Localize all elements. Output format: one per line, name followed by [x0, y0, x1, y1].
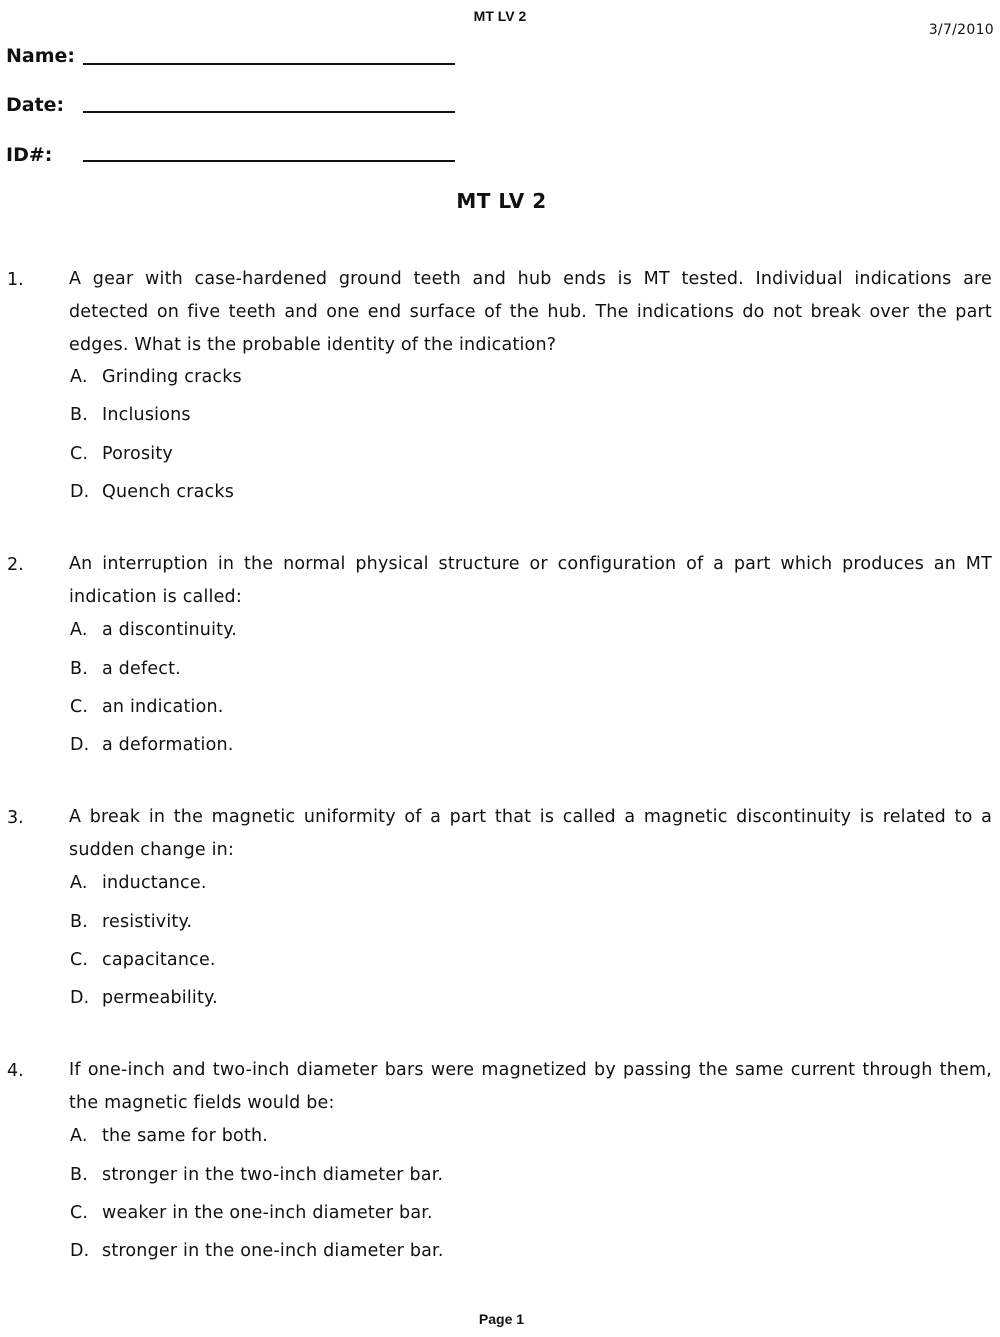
- option-letter: C.: [70, 950, 89, 970]
- name-field[interactable]: [83, 63, 455, 65]
- option-c[interactable]: [70, 950, 216, 970]
- option-d[interactable]: [70, 1241, 444, 1261]
- question-stem: A gear with case-hardened ground teeth and hub ends is MT tested. Individual indications are detected on five teeth and one end surface of the hub. The indications do not break over the part edges. What is the probable identity of the indication?: [69, 269, 992, 355]
- option-text: an indication.: [102, 697, 224, 717]
- option-text: a discontinuity.: [102, 620, 238, 640]
- option-letter: B.: [70, 659, 88, 679]
- option-text: stronger in the one-inch diameter bar.: [102, 1241, 444, 1261]
- option-letter: C.: [70, 697, 89, 717]
- option-letter: B.: [70, 912, 88, 932]
- option-d[interactable]: [70, 988, 218, 1008]
- header-date: 3/7/2010: [928, 22, 994, 38]
- option-letter: C.: [70, 444, 89, 464]
- option-text: a defect.: [102, 659, 181, 679]
- option-d[interactable]: [70, 482, 234, 502]
- option-text: Inclusions: [102, 405, 191, 425]
- option-letter: B.: [70, 1165, 88, 1185]
- option-letter: A.: [70, 367, 88, 387]
- question-number: 2.: [7, 555, 24, 575]
- option-text: capacitance.: [102, 950, 216, 970]
- option-letter: A.: [70, 1126, 88, 1146]
- date-label: Date:: [6, 94, 65, 116]
- option-letter: A.: [70, 873, 88, 893]
- question-number: 4.: [7, 1061, 24, 1081]
- option-letter: D.: [70, 988, 90, 1008]
- id-label: ID#:: [6, 144, 53, 166]
- question-stem: A break in the magnetic uniformity of a part that is called a magnetic discontinuity is related to a sudden change in:: [69, 807, 992, 860]
- option-a[interactable]: [70, 1126, 268, 1146]
- question-number: 3.: [7, 808, 24, 828]
- option-text: Porosity: [102, 444, 173, 464]
- option-text: weaker in the one-inch diameter bar.: [102, 1203, 433, 1223]
- option-text: permeability.: [102, 988, 218, 1008]
- header-title: MT LV 2: [473, 8, 527, 24]
- option-b[interactable]: [70, 1165, 443, 1185]
- option-letter: D.: [70, 482, 90, 502]
- option-a[interactable]: [70, 873, 207, 893]
- id-field[interactable]: [83, 160, 455, 162]
- option-b[interactable]: [70, 912, 192, 932]
- option-text: Quench cracks: [102, 482, 235, 502]
- option-b[interactable]: [70, 659, 181, 679]
- option-letter: A.: [70, 620, 88, 640]
- page-number: Page 1: [478, 1311, 525, 1327]
- option-c[interactable]: [70, 697, 224, 717]
- option-c[interactable]: [70, 1203, 433, 1223]
- question-stem: If one-inch and two-inch diameter bars were magnetized by passing the same current through them, the magnetic fields would be:: [69, 1060, 992, 1113]
- option-letter: B.: [70, 405, 88, 425]
- question-stem: An interruption in the normal physical structure or configuration of a part which produces an MT indication is called:: [69, 554, 992, 607]
- name-label: Name:: [6, 45, 76, 67]
- option-text: stronger in the two-inch diameter bar.: [102, 1165, 444, 1185]
- option-a[interactable]: [70, 620, 237, 640]
- option-text: the same for both.: [102, 1126, 269, 1146]
- option-letter: D.: [70, 735, 90, 755]
- option-text: resistivity.: [102, 912, 193, 932]
- option-text: a deformation.: [102, 735, 234, 755]
- page-title: MT LV 2: [456, 189, 547, 213]
- option-d[interactable]: [70, 735, 234, 755]
- option-b[interactable]: [70, 405, 191, 425]
- option-letter: C.: [70, 1203, 89, 1223]
- option-c[interactable]: [70, 444, 173, 464]
- option-a[interactable]: [70, 367, 242, 387]
- option-letter: D.: [70, 1241, 90, 1261]
- date-field[interactable]: [83, 111, 455, 113]
- option-text: Grinding cracks: [102, 367, 242, 387]
- option-text: inductance.: [102, 873, 207, 893]
- question-number: 1.: [7, 270, 24, 290]
